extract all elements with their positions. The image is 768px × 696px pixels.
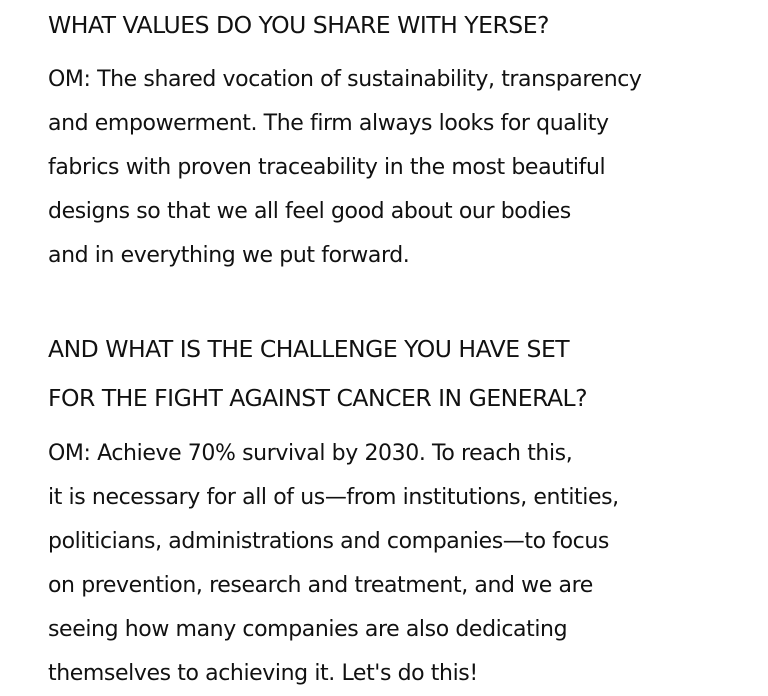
answer-line: seeing how many companies are also dedicating	[48, 617, 568, 642]
answer-line: fabrics with proven traceability in the most beautiful	[48, 155, 606, 180]
answer-line: it is necessary for all of us—from institutions, entities,	[48, 485, 619, 510]
answer-line: themselves to achieving it. Let's do this!	[48, 661, 478, 686]
answer-line: OM: The shared vocation of sustainability, transparency	[48, 67, 642, 92]
answer-line: designs so that we all feel good about our bodies	[48, 199, 571, 224]
question-heading-challenge	[48, 325, 587, 423]
answer-line: and empowerment. The firm always looks for quality	[48, 111, 609, 136]
question-line: AND WHAT IS THE CHALLENGE YOU HAVE SET	[48, 335, 570, 363]
answer-paragraph-values	[48, 58, 642, 278]
question-heading-values	[48, 1, 549, 50]
question-line: FOR THE FIGHT AGAINST CANCER IN GENERAL?	[48, 384, 588, 412]
answer-line: OM: Achieve 70% survival by 2030. To reach this,	[48, 441, 573, 466]
answer-line: and in everything we put forward.	[48, 243, 410, 268]
answer-line: on prevention, research and treatment, and we are	[48, 573, 593, 598]
answer-paragraph-challenge	[48, 432, 619, 696]
question-line: WHAT VALUES DO YOU SHARE WITH YERSE?	[48, 11, 550, 39]
answer-line: politicians, administrations and companies—to focus	[48, 529, 609, 554]
